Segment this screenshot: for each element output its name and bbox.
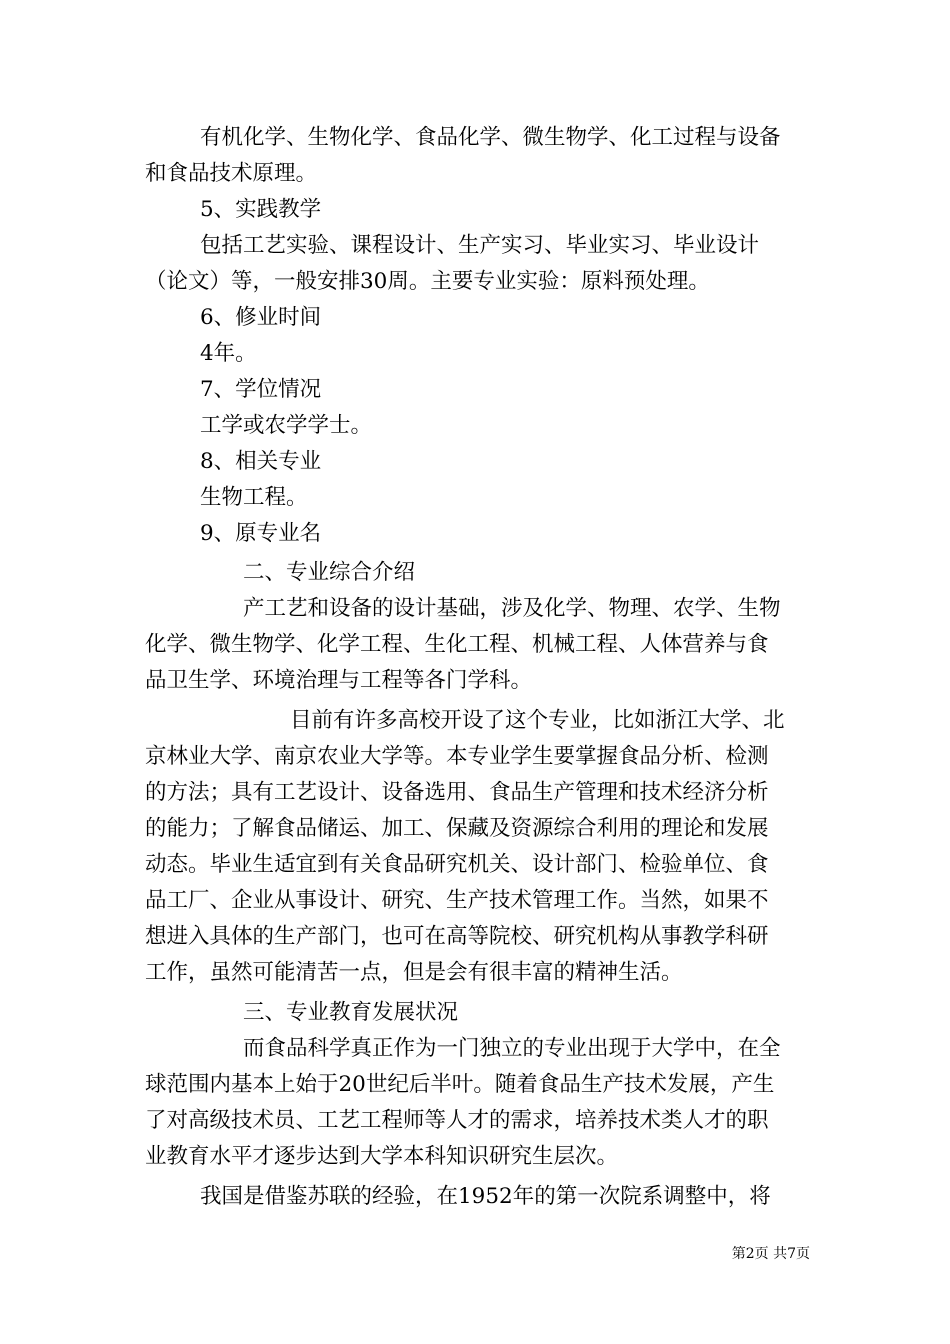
- text-line: 的能力；了解食品储运、加工、保藏及资源综合利用的理论和发展: [145, 816, 769, 841]
- text-line: 品卫生学、环境治理与工程等各门学科。: [145, 668, 533, 693]
- text-line: 工作，虽然可能清苦一点，但是会有很丰富的精神生活。: [145, 960, 683, 985]
- text-line: 产工艺和设备的设计基础，涉及化学、物理、农学、生物: [243, 596, 781, 621]
- text-line: 工学或农学学士。: [200, 413, 373, 438]
- page-number: 第2页 共7页: [731, 1246, 810, 1262]
- chapter-heading: 三、专业教育发展状况: [243, 1000, 459, 1025]
- text-line: 动态。毕业生适宜到有关食品研究机关、设计部门、检验单位、食: [145, 852, 769, 877]
- section-heading: 6、修业时间: [200, 305, 322, 330]
- text-line: 和食品技术原理。: [145, 161, 318, 186]
- section-heading: 8、相关专业: [200, 449, 322, 474]
- text-line: 我国是借鉴苏联的经验，在1952年的第一次院系调整中，将: [200, 1184, 771, 1209]
- text-line: 球范围内基本上始于20世纪后半叶。随着食品生产技术发展，产生: [145, 1072, 775, 1097]
- section-heading: 5、实践教学: [200, 197, 322, 222]
- section-heading: 7、学位情况: [200, 377, 322, 402]
- text-line: 有机化学、生物化学、食品化学、微生物学、化工过程与设备: [200, 125, 781, 150]
- text-line: 的方法；具有工艺设计、设备选用、食品生产管理和技术经济分析: [145, 780, 769, 805]
- text-line: 包括工艺实验、课程设计、生产实习、毕业实习、毕业设计: [200, 233, 760, 258]
- text-line: 京林业大学、南京农业大学等。本专业学生要掌握食品分析、检测: [145, 744, 769, 769]
- text-line: 目前有许多高校开设了这个专业，比如浙江大学、北: [290, 708, 785, 733]
- text-line: 生物工程。: [200, 485, 308, 510]
- text-line: 业教育水平才逐步达到大学本科知识研究生层次。: [145, 1144, 619, 1169]
- chapter-heading: 二、专业综合介绍: [243, 560, 416, 585]
- text-line: 想进入具体的生产部门，也可在高等院校、研究机构从事教学科研: [145, 924, 769, 949]
- text-line: 而食品科学真正作为一门独立的专业出现于大学中，在全: [243, 1036, 781, 1061]
- text-line: 化学、微生物学、化学工程、生化工程、机械工程、人体营养与食: [145, 632, 769, 657]
- text-line: 品工厂、企业从事设计、研究、生产技术管理工作。当然，如果不: [145, 888, 769, 913]
- text-line: 了对高级技术员、工艺工程师等人才的需求，培养技术类人才的职: [145, 1108, 769, 1133]
- text-line: （论文）等，一般安排30周。主要专业实验：原料预处理。: [145, 269, 710, 294]
- text-line: 4年。: [200, 341, 257, 366]
- section-heading: 9、原专业名: [200, 521, 322, 546]
